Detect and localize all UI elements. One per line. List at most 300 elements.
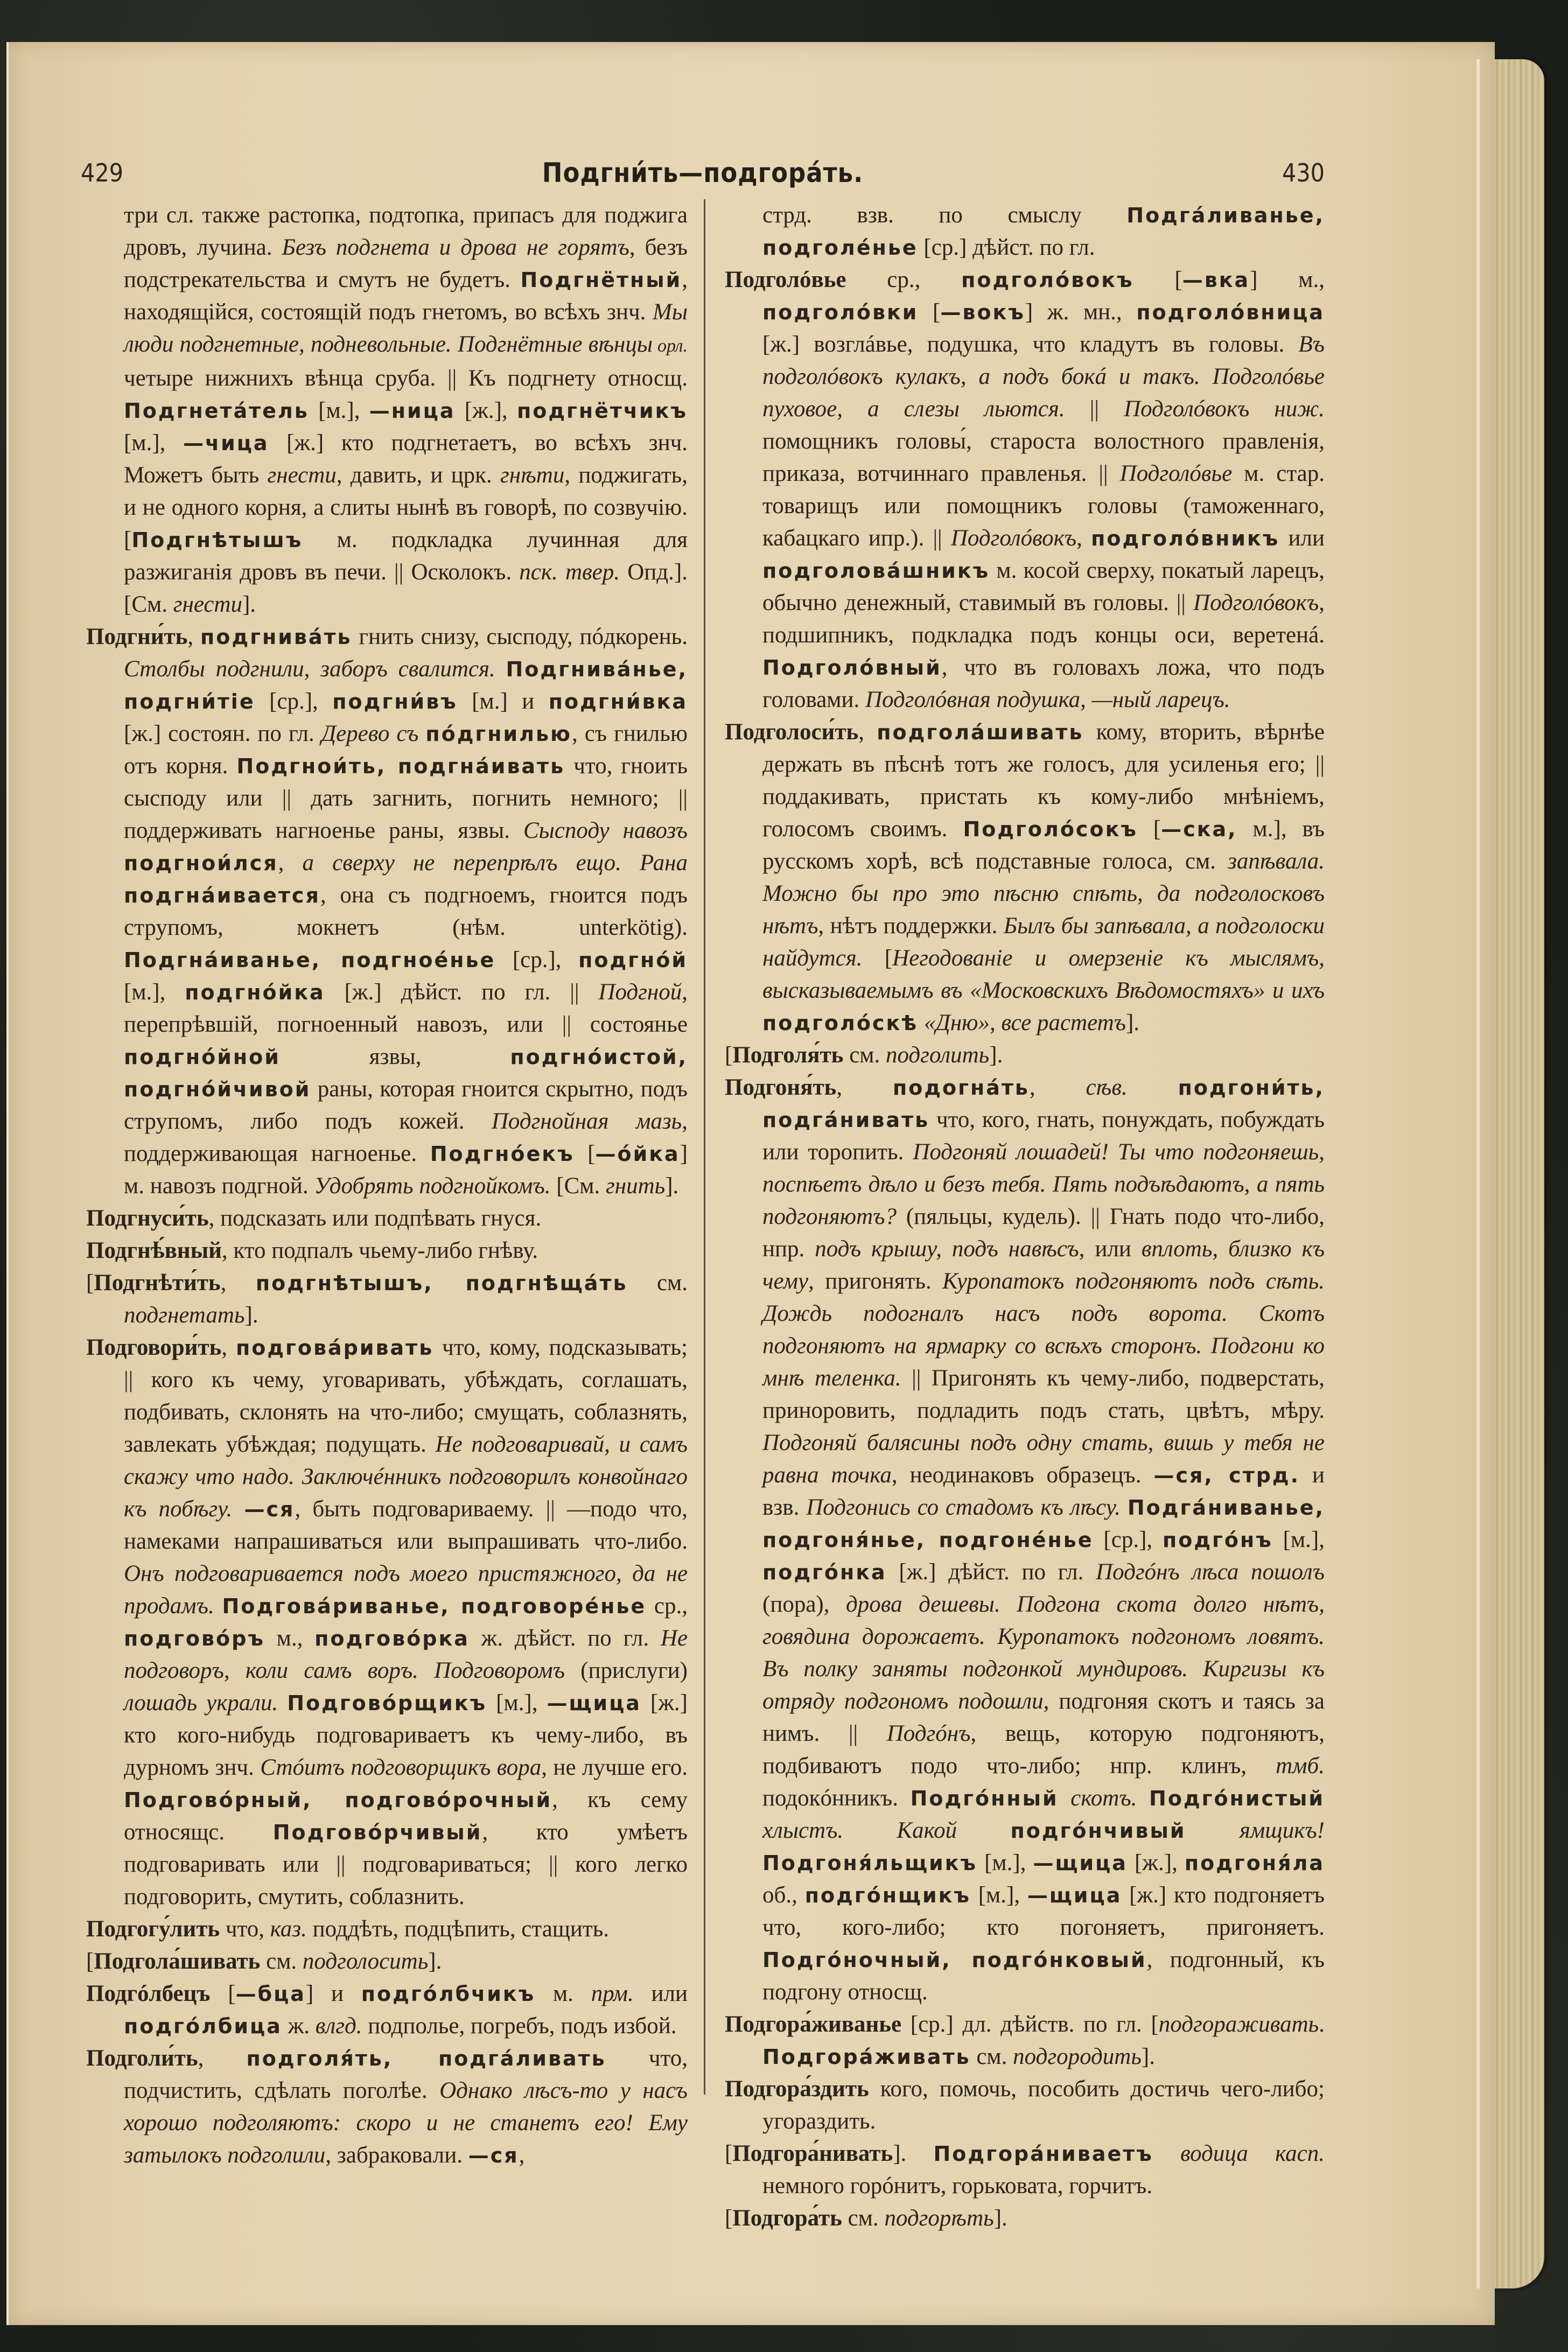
derived-form: подгнóйка <box>185 981 325 1004</box>
example-italic: прм. <box>591 1981 634 2006</box>
example-italic: Дерево съ <box>321 721 419 746</box>
derived-form: подголова́шникъ <box>762 559 990 583</box>
example-italic: подголить <box>885 1042 990 1068</box>
definition-text: [ <box>574 1141 596 1166</box>
definition-text: , быть подговариваему. || —подо что, намеками напрашиваться или выпрашивать что-либо. <box>124 1496 688 1554</box>
example-italic: хлыстъ. Какой <box>762 1818 957 1843</box>
two-column-body <box>86 199 1325 2231</box>
definition-text: , съ гнилью отъ корня. <box>124 721 688 779</box>
example-italic: Негодованіе и омерзеніе къ мыслямъ, высказываемымъ въ «Московскихъ Вѣдомостяхъ» и ихъ <box>762 946 1325 1003</box>
example-italic: Онъ подговаривается подъ моего пристяжного, да не продамъ. <box>124 1561 688 1619</box>
definition-text: четыре нижнихъ вѣнца сруба. || Къ подгнету относщ. <box>124 366 688 391</box>
example-italic: Подголóвокъ <box>950 526 1077 551</box>
derived-form: подгнóй <box>578 948 688 972</box>
derived-form: Подговóрщикъ <box>287 1691 487 1715</box>
definition-text: [ <box>725 2141 733 2166</box>
example-italic: Подгоняй балясины подъ одну стать, вишь у тебя не равна точка <box>762 1430 1325 1488</box>
definition-text <box>1249 396 1274 422</box>
derived-form: Подгóнистый <box>1149 1787 1325 1810</box>
headword: Подголóвье <box>725 267 846 292</box>
page-header <box>81 154 1325 192</box>
definition-text: , <box>1076 526 1091 551</box>
example-italic: подголосить <box>302 1949 429 1974</box>
definition-text: , <box>221 1335 236 1360</box>
definition-text: [ж.], <box>455 398 517 423</box>
dictionary-entry <box>725 1039 1325 1072</box>
example-italic: скотъ. <box>1070 1786 1137 1811</box>
dictionary-entry <box>86 1913 688 1945</box>
example-italic: подгнетать <box>124 1303 245 1328</box>
definition-text: [ <box>86 1270 94 1296</box>
example-italic: подгорѣть <box>884 2206 994 2231</box>
derived-form: подголóвокъ <box>961 268 1134 292</box>
definition-text: [ж.] кто кого-нибудь подговариваетъ къ чему-либо, въ дурномъ знч. <box>124 1690 688 1780</box>
derived-form: —щица <box>1027 1884 1122 1907</box>
definition-text: [м.], <box>977 1850 1033 1875</box>
definition-text: м., <box>264 1626 315 1651</box>
derived-form: —ся <box>468 2144 519 2167</box>
dictionary-entry <box>725 2073 1325 2138</box>
definition-text: см. <box>842 2206 885 2231</box>
headword: Подгоня́ть <box>725 1075 837 1100</box>
derived-form: подголя́ть, подга́ливать <box>246 2047 606 2070</box>
definition-text: , <box>519 2143 525 2168</box>
derived-form: Подголóвный <box>762 656 942 680</box>
example-italic: влгд. <box>315 2013 362 2039</box>
definition-text: , неодинаковъ образецъ. <box>891 1462 1154 1488</box>
definition-text: [ср.] дѣйст. по гл. <box>918 235 1095 260</box>
definition-text: [ж.], <box>1127 1850 1185 1875</box>
derived-form: —бца <box>235 1982 306 2006</box>
definition-text: ] м., <box>1250 267 1325 292</box>
definition-text: м. косой сверху, покатый ларецъ, обычно денежный, ставимый въ головы. || <box>762 558 1325 615</box>
derived-form: Подгора́ниваетъ <box>933 2142 1153 2166</box>
derived-form: Подгнива́нье, подгни́тіе <box>124 657 688 713</box>
definition-text <box>495 656 506 682</box>
dictionary-entry <box>86 1202 688 1235</box>
definition-text <box>278 1690 287 1716</box>
example-italic: лошадь украли. <box>124 1690 278 1716</box>
derived-form: подгна́ивается <box>124 884 320 907</box>
derived-form: Подгнои́ть, подгна́ивать <box>236 754 565 778</box>
definition-text: , вещь, которую подгоняютъ, подбиваютъ подо что-либо; нпр. клинъ, <box>762 1721 1325 1779</box>
dictionary-entry <box>86 2042 688 2172</box>
example-italic: Подголóвокъ <box>1193 590 1319 615</box>
example-italic: гнести <box>173 592 242 617</box>
definition-text: [ср.], <box>495 947 579 972</box>
definition-text: (пяльцы, кудель). || Гнать подо что-либо, нпр. <box>762 1204 1325 1262</box>
definition-text <box>232 1496 244 1522</box>
headword: Подголя́ть <box>732 1042 844 1068</box>
definition-text: [ <box>862 946 893 971</box>
derived-form: подгнóистой, подгнóйчивой <box>124 1045 688 1101</box>
definition-text: стрд. взв. по смыслу <box>762 202 1127 228</box>
definition-text: [ <box>1137 816 1161 842</box>
derived-form: подгóлбица <box>124 2014 282 2038</box>
definition-text: ]. <box>1141 2044 1155 2069</box>
example-italic: подъ крышу, подъ навѣсъ <box>815 1236 1079 1262</box>
derived-form: —вокъ <box>940 300 1025 324</box>
derived-form: подгнётчикъ <box>516 399 688 423</box>
example-italic: Не подговаривай, и самъ скажу что надо. Заключéнникъ подговорилъ конвойнаго къ побѣгу. <box>124 1432 688 1522</box>
example-italic: Столбы подгнили, заборъ свалится. <box>124 656 495 682</box>
definition-text <box>957 1818 1010 1843</box>
definition-text: [ж.] кто подгоняетъ что, кого-либо; кто погоняетъ, пригоняетъ. <box>762 1882 1325 1940</box>
headword: Подгнѣ́вный <box>86 1238 222 1263</box>
definition-text: ср., <box>646 1593 688 1619</box>
example-italic: подгородить <box>1013 2044 1142 2069</box>
definition-text: [ж.] состоян. по гл. <box>124 721 321 746</box>
derived-form: Подга́ливанье, подголéнье <box>762 204 1325 260</box>
example-italic: Подгной <box>598 979 682 1005</box>
definition-text: [ср.], <box>255 689 333 714</box>
example-italic: Куропатокъ подгоняютъ подъ сѣть. Дождь подогналъ насъ подъ ворота. Скотъ подгоняютъ на ярмарку со всѣхъ сторонъ. Подгони ко мнѣ теленка. <box>762 1269 1325 1391</box>
definition-text: ]. <box>893 2141 934 2166</box>
definition-text: ]. <box>428 1949 442 1974</box>
example-italic: Подгóнъ <box>886 1721 971 1746</box>
definition-text: м.], въ русскомъ хорѣ, всѣ подставные голоса, см. <box>762 816 1325 874</box>
definition-text: [ <box>918 299 941 325</box>
definition-text: , подшипникъ, подкладка подъ концы оси, веретенá. <box>762 590 1325 648</box>
example-italic: дрова дешевы. Подгона скота долго нѣтъ, говядина дорожаетъ. Куропатокъ подгономъ ловятъ. Въ полку заняты подгонкой мундировъ. Киргизы къ отряду подгономъ подошли <box>762 1592 1325 1714</box>
definition-text: см. <box>260 1949 303 1974</box>
definition-text: || Пригонять къ чему-либо, подверстать, приноровить, подладить подъ стать, цвѣтъ, мѣру. <box>762 1366 1325 1423</box>
derived-form: Подгнета́тель <box>124 399 309 423</box>
definition-text: [м.], <box>124 430 183 456</box>
definition-text: , <box>220 1270 256 1296</box>
definition-text: м. подкладка лучинная для разжиганія дровъ въ печи. || Осколокъ. <box>124 527 688 585</box>
derived-form: подгнѣтышъ, подгнѣща́ть <box>255 1271 628 1295</box>
derived-form: подгни́въ <box>332 690 458 713</box>
definition-text: ж. <box>282 2013 316 2039</box>
definition-text <box>418 721 425 746</box>
definition-text: , перепрѣвшій, погноенный навозъ, или || состоянье <box>124 979 688 1037</box>
definition-text: , <box>278 850 303 876</box>
definition-text: , или <box>1079 1236 1142 1262</box>
left-column <box>86 199 705 2168</box>
definition-text: ]. <box>242 592 256 617</box>
definition-text: [ <box>725 1042 733 1068</box>
dictionary-entry <box>86 1267 688 1332</box>
example-italic: Сысподу навозъ <box>523 818 688 843</box>
definition-text: (пора), <box>762 1592 846 1617</box>
dictionary-entry <box>725 716 1325 1039</box>
headword: Подгола́шивать <box>94 1949 261 1974</box>
derived-form: Подгора́живать <box>762 2045 971 2069</box>
derived-form: —ница <box>369 399 456 423</box>
example-italic: Подголóвокъ <box>1124 396 1250 422</box>
derived-form: подголóвница <box>1136 300 1325 324</box>
definition-text: , давить, и црк. <box>336 463 501 488</box>
definition-text: , поджигать, и не одного корня, а слиты нынѣ въ говорѣ, по созвучію. [ <box>124 463 688 552</box>
headword: Подгора́живанье <box>725 2012 902 2037</box>
definition-text: [м.], <box>309 398 369 423</box>
derived-form: —ска, <box>1161 817 1237 841</box>
definition-text: [м.], <box>970 1882 1027 1908</box>
example-italic: Стóитъ подговорщикъ вора <box>260 1755 542 1780</box>
example-italic: Въ подголóвокъ кулакъ, а подъ бокá и такъ. Подголóвье пуховое, а слезы льются. <box>762 332 1325 422</box>
definition-text: помощникъ головы́, староста волостного правленія, приказа, вотчиннаго правленья. || <box>762 429 1325 486</box>
definition-text: , кто подпалъ чьему-либо гнѣву. <box>221 1238 538 1263</box>
definition-text: . <box>1319 2012 1325 2037</box>
dictionary-entry <box>86 1332 688 1913</box>
definition-text: ]. <box>993 2206 1007 2231</box>
definition-text: раны, которая гноится скрытно, подъ струпомъ, либо подъ кожей. <box>124 1076 688 1134</box>
definition-text: , пригонять. <box>808 1269 943 1294</box>
derived-form: подгóнъ <box>1162 1528 1273 1552</box>
derived-form: Подгóнный <box>910 1787 1059 1810</box>
definition-text: (прислуги) <box>564 1658 688 1683</box>
example-italic: Безъ подгнета и дрова не горятъ <box>282 235 629 260</box>
definition-text: см. <box>843 1042 886 1068</box>
derived-form: Подговóрчивый <box>272 1821 482 1844</box>
definition-text: и взв. <box>762 1462 1325 1520</box>
running-title: Подгни́ть—подгора́ть. <box>542 157 864 188</box>
definition-text: [ <box>210 1981 236 2006</box>
right-page-number: 430 <box>1282 158 1325 187</box>
definition-text: ]. <box>244 1303 258 1328</box>
headword: Подгора́здить <box>725 2076 869 2102</box>
example-italic: гнѣти <box>500 463 565 488</box>
definition-text: поддѣть, подцѣпить, стащить. <box>306 1916 610 1942</box>
definition-text <box>1186 1818 1239 1843</box>
definition-text: м. стар. товарищъ или помощникъ головы (таможеннаго, кабацкаго ипр.). || <box>762 461 1325 551</box>
derived-form: подголóскѣ <box>762 1011 919 1035</box>
example-italic: запѣвала. Можно бы про это пѣсню спѣть, да подголосковъ нѣтъ <box>762 849 1325 939</box>
example-italic: подгораживать <box>1158 2012 1319 2037</box>
headword: Подгни́ть <box>86 624 188 649</box>
definition-text: , <box>198 2046 247 2071</box>
derived-form: Подгоня́льщикъ <box>762 1851 978 1875</box>
definition-text: ]. <box>989 1042 1003 1068</box>
derived-form: Подголóсокъ <box>963 817 1138 841</box>
definition-text: [ср.] дл. дѣйств. по гл. [ <box>901 2012 1159 2037</box>
derived-form: пóдгнилью <box>425 722 572 746</box>
derived-form: Подговóрный, подговóрочный <box>124 1788 552 1812</box>
definition-text: об., <box>762 1882 805 1908</box>
example-italic: Подгоняй лошадей! Ты что подгоняешь, поспѣетъ дѣло и безъ тебя. Пять подъѣдаютъ, а пять подгоняютъ? <box>762 1139 1325 1229</box>
definition-text <box>1128 1075 1178 1100</box>
definition-text <box>1153 2141 1180 2166</box>
example-italic: а сверху не перепрѣлъ ещо. Рана <box>302 850 688 876</box>
definition-text <box>214 1593 222 1619</box>
definition-text: ср., <box>846 267 962 292</box>
definition-text: ] и <box>305 1981 361 2006</box>
definition-text: язвы, <box>280 1044 510 1069</box>
derived-form: подголóвникъ <box>1091 527 1280 550</box>
example-italic: ниж. <box>1274 396 1325 422</box>
derived-form: Подгóночный, подгóнковый <box>762 1948 1147 1972</box>
definition-text: что, кого, гнать, понуждать, побуждать или торопить. <box>762 1107 1325 1165</box>
derived-form: подгова́ривать <box>235 1336 434 1360</box>
derived-form: —щица <box>547 1691 641 1715</box>
derived-form: подгóнщикъ <box>804 1884 971 1907</box>
headword: Подгнуси́ть <box>86 1206 209 1231</box>
derived-form: подгнóйной <box>124 1045 281 1069</box>
definition-text: [См. <box>550 1173 606 1199</box>
example-italic: «Дню», все растетъ <box>923 1010 1126 1035</box>
derived-form: подгоня́ла <box>1184 1851 1325 1875</box>
derived-form: —óйка <box>595 1142 680 1166</box>
definition-text: || <box>1065 396 1124 422</box>
example-italic: Мы люди подгнетные, подневольные. Подгнётные вѣнцы <box>124 299 688 357</box>
definition-text <box>1059 1786 1071 1811</box>
example-italic: вплоть, близко къ чему <box>762 1236 1325 1294</box>
definition-text: [м.], <box>487 1690 547 1716</box>
headword: Подгора́нивать <box>732 2141 893 2166</box>
derived-form: Подгнѣтышъ <box>131 528 303 552</box>
derived-form: подговóръ <box>124 1627 265 1650</box>
left-page-number: 429 <box>81 158 123 187</box>
definition-text: кого, помочь, пособить достичь чего-либо; угораздить. <box>762 2076 1325 2134</box>
derived-form: подгола́шивать <box>877 720 1084 744</box>
definition-text: , нѣтъ поддержки. <box>818 913 1004 939</box>
example-italic: Удобрять подгнойкомъ. <box>314 1173 551 1199</box>
derived-form: подгнои́лся <box>124 851 278 875</box>
derived-form: Подгнётный <box>520 268 682 292</box>
example-italic: сѣв. <box>1086 1075 1128 1100</box>
dictionary-entry <box>86 1235 688 1267</box>
entry-continuation <box>725 199 1325 264</box>
headword: Подгóлбецъ <box>86 1981 211 2006</box>
definition-text: ]. <box>1125 1010 1140 1035</box>
derived-form: подгóлбчикъ <box>361 1982 536 2006</box>
example-italic: Подгнойная мазь <box>491 1109 682 1134</box>
headword: Подгора́ть <box>732 2206 842 2231</box>
headword: Подгнѣти́ть <box>94 1270 221 1296</box>
definition-text: , поддерживающая нагноенье. <box>124 1109 688 1166</box>
derived-form: подгóнчивый <box>1010 1819 1186 1843</box>
definition-text: кому, вторить, вѣрнѣе держать въ пѣснѣ тотъ же голосъ, для усиленья его; || поддакивать, пристать къ кому-либо мнѣніемъ, голосомъ своимъ. <box>762 719 1325 842</box>
definition-text: , подсказать или подпѣвать гнуся. <box>208 1206 542 1231</box>
example-italic: пск. твер. <box>519 559 620 585</box>
definition-text: или <box>633 1981 688 2006</box>
definition-text: ]. <box>665 1173 679 1199</box>
derived-form: —чица <box>183 431 269 455</box>
derived-form: подогна́ть <box>892 1076 1030 1100</box>
definition-text: ] м. навозъ подгной. <box>124 1141 688 1199</box>
definition-text: , находящійся, состоящій подъ гнетомъ, во всѣхъ знч. <box>124 267 688 325</box>
example-italic: Подголóвная подушка, —ный ларецъ. <box>865 687 1230 712</box>
definition-text: , безъ подстрекательства и смутъ не будетъ. <box>124 235 688 292</box>
definition-text: , она съ подгноемъ, гноится подъ струпомъ, мокнетъ (нѣм. unterkötig). <box>124 883 688 940</box>
example-italic: Подголóвье <box>1119 461 1233 486</box>
example-italic: Подгонись со стадомъ къ лѣсу. <box>806 1495 1121 1520</box>
example-italic: каз. <box>270 1916 307 1942</box>
example-italic: тмб. <box>1276 1753 1325 1779</box>
definition-text: , <box>836 1075 893 1100</box>
dictionary-entry <box>725 264 1325 716</box>
derived-form: —вка <box>1182 268 1250 292</box>
definition-text: , <box>187 624 201 649</box>
dictionary-entry <box>86 621 688 1202</box>
derived-form: подгони́ть, подга́нивать <box>762 1076 1325 1132</box>
dictionary-entry <box>725 2202 1325 2235</box>
derived-form: подговóрка <box>314 1627 470 1650</box>
derived-form: подгóнка <box>762 1560 887 1584</box>
example-italic: Былъ бы запѣвала, а подголоски найдутся. <box>762 913 1325 971</box>
definition-text: см. <box>970 2044 1013 2069</box>
definition-text: , не лучше его. <box>541 1755 688 1780</box>
derived-form: —ся, стрд. <box>1153 1464 1300 1487</box>
derived-form: подгнива́ть <box>200 625 352 649</box>
definition-text: гнить снизу, сысподу, пóдкорень. <box>352 624 688 649</box>
definition-text: , что въ головахъ ложа, что подъ головами. <box>762 655 1325 712</box>
region-label: орл. <box>652 336 688 356</box>
definition-text <box>918 1010 924 1035</box>
definition-text: немного горóнитъ, горьковата, горчитъ. <box>762 2173 1153 2199</box>
dictionary-entry <box>725 2138 1325 2202</box>
definition-text: , къ сему относящс. <box>124 1787 688 1845</box>
definition-text: , забраковали. <box>325 2143 468 2168</box>
definition-text: что, кому, подсказывать; || кого къ чему, уговаривать, убѣждать, соглашать, подбивать, склонять на что-либо; смущать, соблазнять, завлекать убѣждая; подущать. <box>124 1335 688 1457</box>
definition-text: что, гноить сысподу или || дать загнить, погнить немного; || поддерживать нагноенье раны, язвы. <box>124 753 688 843</box>
definition-text: что, подчистить, сдѣлать поголѣе. <box>124 2046 688 2103</box>
definition-text: [ <box>86 1949 94 1974</box>
definition-text: что, <box>220 1916 270 1942</box>
example-italic: водица касп. <box>1180 2141 1325 2166</box>
definition-text: [м.], <box>1272 1527 1325 1552</box>
definition-text: м. <box>535 1981 591 2006</box>
derived-form: подгни́вка <box>548 690 688 713</box>
derived-form: Подга́ниванье, подгоня́нье, подгонéнье <box>762 1496 1325 1552</box>
definition-text: [ср.], <box>1093 1527 1163 1552</box>
headword: Подголоси́ть <box>725 719 859 745</box>
definition-text: ж. дѣйст. по гл. <box>469 1626 661 1651</box>
example-italic: Однако лѣсъ-то у насъ хорошо подголяютъ: скоро и не станетъ его! Ему затылокъ подголили <box>124 2078 688 2168</box>
derived-form: —ся <box>244 1497 295 1521</box>
definition-text: [м.], <box>124 979 185 1005</box>
headword: Подговори́ть <box>86 1335 222 1360</box>
dictionary-entry <box>725 2008 1325 2073</box>
definition-text: [ <box>725 2206 733 2231</box>
definition-text: , <box>1029 1075 1086 1100</box>
definition-text: , подгонный, къ подгону относщ. <box>762 1947 1325 2005</box>
headword: Подголи́ть <box>86 2046 198 2071</box>
dictionary-entry <box>725 1072 1325 2008</box>
right-column <box>705 199 1325 2231</box>
example-italic: гнести <box>267 463 337 488</box>
definition-text: [ж.] возглáвье, подушка, что кладутъ въ головы. <box>762 332 1299 357</box>
derived-form: Подгнóекъ <box>430 1142 575 1166</box>
definition-text: [ж.] кто подгнетаетъ, во всѣхъ знч. Можетъ быть <box>124 430 688 488</box>
definition-text: , кто умѣетъ подговаривать или || подговариваться; || кого легко подговорить, смутить, соблазнить. <box>124 1819 688 1909</box>
definition-text: [ж.] дѣйст. по гл. || <box>325 979 599 1005</box>
derived-form: —щица <box>1033 1851 1128 1875</box>
definition-text: см. <box>627 1270 688 1296</box>
definition-text: Опд.]. [См. <box>124 559 688 617</box>
entry-continuation <box>86 199 688 621</box>
dictionary-entry <box>86 1978 688 2042</box>
definition-text <box>1137 1786 1149 1811</box>
definition-text <box>1121 1495 1128 1520</box>
example-italic: Подгóнъ лѣса пошолъ <box>1096 1559 1325 1585</box>
definition-text: ] ж. мн., <box>1025 299 1137 325</box>
definition-text: [ <box>1133 267 1182 292</box>
example-italic: гнить <box>605 1173 666 1199</box>
definition-text: [м.] и <box>457 689 549 714</box>
definition-text: [ж.] дѣйст. по гл. <box>886 1559 1096 1585</box>
definition-text: , <box>858 719 877 745</box>
definition-text: три сл. также растопка, подтопка, припасъ для поджига дровъ, лучина. <box>124 202 688 260</box>
derived-form: Подгна́иванье, подгноéнье <box>124 948 496 972</box>
derived-form: Подгова́риванье, подговорéнье <box>222 1594 647 1618</box>
example-italic: ямщикъ! <box>1239 1818 1325 1843</box>
example-italic: Не подговоръ, коли самъ воръ. Подговоромъ <box>124 1626 688 1683</box>
definition-text: , подгоняя скотъ и таясь за нимъ. || <box>762 1689 1325 1746</box>
definition-text: подполье, погребъ, подъ избой. <box>362 2013 677 2039</box>
page-edge-highlight <box>1476 59 1480 2288</box>
